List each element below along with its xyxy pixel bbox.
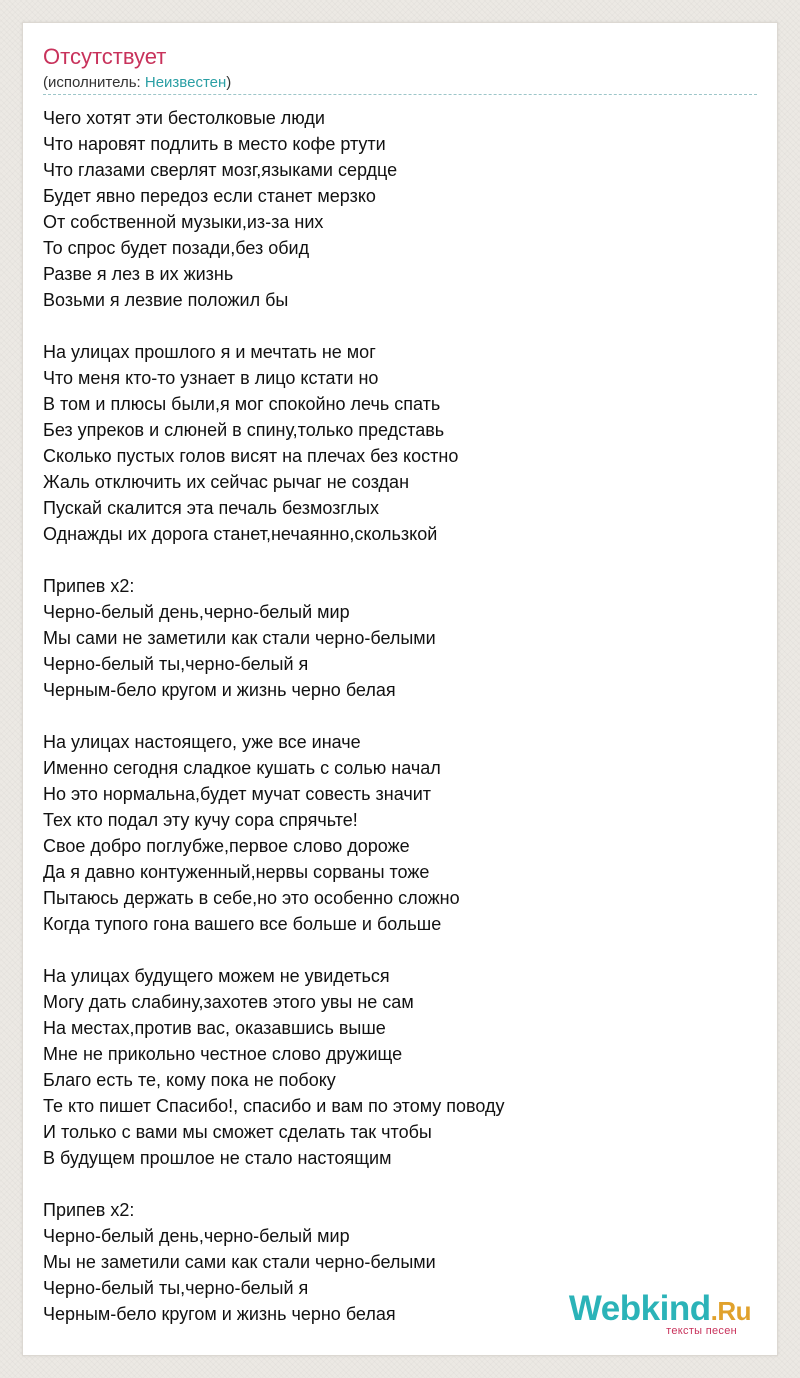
lyric-line: Черным-бело кругом и жизнь черно белая [43,680,396,700]
lyric-line: Черно-белый день,черно-белый мир [43,602,350,622]
lyric-line: Возьми я лезвие положил бы [43,290,289,310]
lyric-line: В будущем прошлое не стало настоящим [43,1148,392,1168]
lyric-line: Черно-белый ты,черно-белый я [43,654,309,674]
lyric-line: Будет явно передоз если станет мерзко [43,186,376,206]
logo-wordmark [569,1291,751,1329]
lyric-line: На улицах настоящего, уже все иначе [43,732,361,752]
lyric-line: Черным-бело кругом и жизнь черно белая [43,1304,396,1324]
lyric-line: Могу дать слабину,захотев этого увы не сам [43,992,414,1012]
lyric-line: Припев x2: [43,1200,135,1220]
lyric-line: Именно сегодня сладкое кушать с солью начал [43,758,441,778]
logo-tld: .Ru [710,1296,751,1326]
lyric-line: Когда тупого гона вашего все больше и больше [43,914,442,934]
artist-link[interactable]: Неизвестен [144,74,227,91]
artist-line [43,73,231,93]
lyric-line: Разве я лез в их жизнь [43,264,234,284]
lyric-line: Пускай скалится эта печаль безмозглых [43,498,379,518]
song-title: Отсутствует [43,44,167,69]
lyrics-stanza [43,573,743,703]
lyric-line: Что меня кто-то узнает в лицо кстати но [43,368,379,388]
header-divider [43,94,757,95]
lyrics-stanza [43,729,743,937]
lyric-line: То спрос будет позади,без обид [43,238,310,258]
lyric-line: Черно-белый день,черно-белый мир [43,1226,350,1246]
lyric-line: Чего хотят эти бестолковые люди [43,108,325,128]
lyrics-stanza [43,963,743,1171]
lyric-line: Мне не прикольно честное слово дружище [43,1044,403,1064]
lyric-line: Свое добро поглубже,первое слово дороже [43,836,410,856]
lyric-line: От собственной музыки,из-за них [43,212,324,232]
lyric-line: Черно-белый ты,черно-белый я [43,1278,309,1298]
lyrics-stanza [43,339,743,547]
lyric-line: Да я давно контуженный,нервы сорваны тоже [43,862,430,882]
lyrics-card [22,22,778,1356]
lyric-line: Но это нормальна,будет мучат совесть значит [43,784,432,804]
lyric-line: Однажды их дорога станет,нечаянно,скользкой [43,524,438,544]
lyric-line: Что наровят подлить в место кофе ртути [43,134,386,154]
lyric-line: Что глазами сверлят мозг,языками сердце [43,160,398,180]
lyric-line: Те кто пишет Спасибо!, спасибо и вам по этому поводу [43,1096,505,1116]
logo-name: Webkind [568,1289,711,1328]
logo-tagline: тексты песен [666,1325,737,1337]
lyric-line: И только с вами мы сможет сделать так чтобы [43,1122,432,1142]
lyric-line: Тех кто подал эту кучу сора спрячьте! [43,810,358,830]
lyric-line: На улицах прошлого я и мечтать не мог [43,342,376,362]
lyric-line: Пытаюсь держать в себе,но это особенно сложно [43,888,460,908]
lyrics-body [43,105,743,1353]
lyric-line: Мы сами не заметили как стали черно-белыми [43,628,436,648]
lyric-line: Без упреков и слюней в спину,только представь [43,420,445,440]
artist-suffix: ) [226,74,232,91]
lyrics-stanza [43,105,743,313]
lyric-line: Жаль отключить их сейчас рычаг не создан [43,472,410,492]
site-logo[interactable] [569,1291,751,1337]
lyric-line: Сколько пустых голов висят на плечах без костно [43,446,459,466]
lyric-line: На улицах будущего можем не увидеться [43,966,390,986]
artist-prefix: (исполнитель: [43,74,145,91]
lyric-line: Припев x2: [43,576,135,596]
lyric-line: Мы не заметили сами как стали черно-белыми [43,1252,436,1272]
lyric-line: Благо есть те, кому пока не побоку [43,1070,336,1090]
lyric-line: На местах,против вас, оказавшись выше [43,1018,386,1038]
lyric-line: В том и плюсы были,я мог спокойно лечь спать [43,394,441,414]
